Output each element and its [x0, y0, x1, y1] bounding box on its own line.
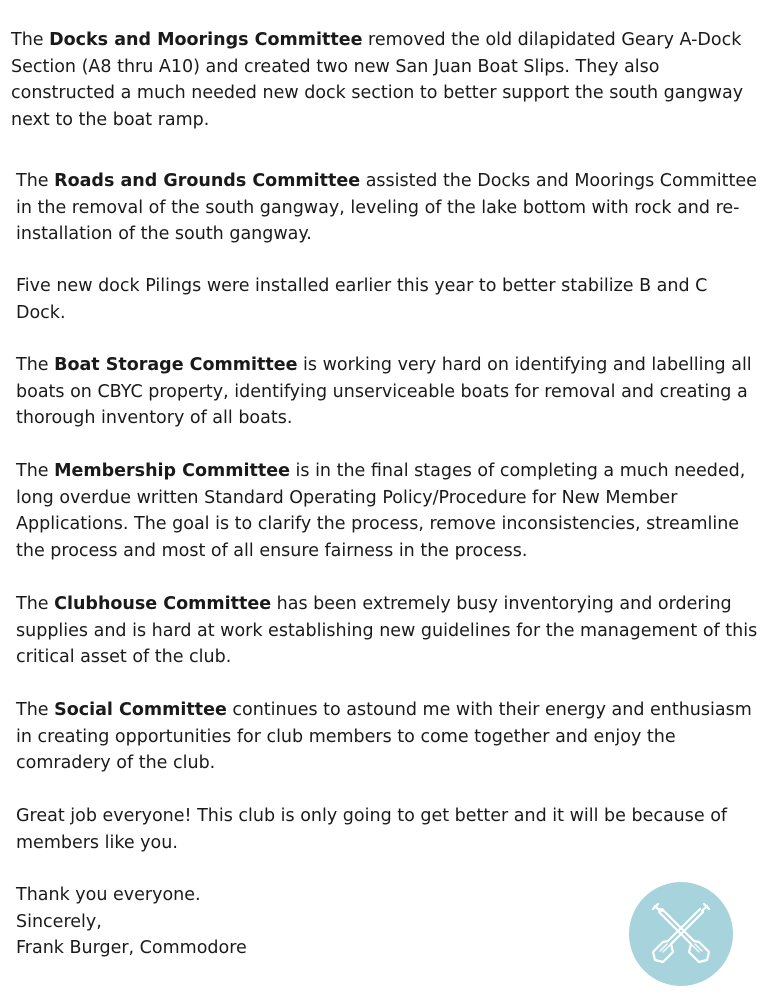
clubhouse-prefix: The [16, 594, 55, 614]
signature-block [16, 882, 616, 962]
thanks-line: Thank you everyone. [16, 885, 201, 905]
club-logo [629, 882, 733, 986]
roads-committee-name: Roads and Grounds Committee [54, 171, 361, 191]
pilings-paragraph: Five new dock Pilings were installed earlier this year to better stabilize B and C Dock. [16, 276, 708, 323]
membership-body: is in the final stages of completing a much needed, long overdue written Standard Operating Policy/Procedure for New Member Applications. The goal is to clarify the process, remove inconsistencies, streamline the process and most of all ensure fairness in the process. [16, 461, 746, 561]
signer-name: Frank Burger, Commodore [16, 938, 247, 958]
roads-body: assisted the Docks and Moorings Committee in the removal of the south gangway, leveling of the lake bottom with rock and re-installation of the south gangway. [16, 171, 757, 244]
oar-right-icon [653, 904, 709, 962]
docks-prefix: The [11, 30, 50, 50]
membership-prefix: The [16, 461, 55, 481]
docks-body: removed the old dilapidated Geary A-Dock Section (A8 thru A10) and created two new San Juan Boat Slips. They also constructed a much needed new dock section to better support the south gangway next to the boat ramp. [11, 30, 744, 130]
docks-committee-paragraph [11, 27, 756, 133]
docks-committee-name: Docks and Moorings Committee [49, 30, 363, 50]
roads-prefix: The [16, 171, 55, 191]
clubhouse-body: has been extremely busy inventorying and ordering supplies and is hard at work establishing new guidelines for the management of this critical asset of the club. [16, 594, 758, 667]
storage-body: is working very hard on identifying and labelling all boats on CBYC property, identifying unserviceable boats for removal and creating a thorough inventory of all boats. [16, 355, 752, 428]
social-prefix: The [16, 700, 55, 720]
storage-committee-paragraph [16, 352, 761, 432]
social-committee-paragraph [16, 697, 761, 777]
clubhouse-committee-name: Clubhouse Committee [54, 594, 272, 614]
social-body: continues to astound me with their energy and enthusiasm in creating opportunities for club members to come together and enjoy the comradery of the club. [16, 700, 752, 773]
membership-committee-paragraph [16, 458, 761, 564]
roads-committee-paragraph [16, 168, 761, 248]
closing-paragraph: Great job everyone! This club is only going to get better and it will be because of members like you. [16, 806, 728, 853]
storage-prefix: The [16, 355, 55, 375]
crossed-oars-icon [629, 882, 733, 986]
clubhouse-committee-paragraph [16, 591, 761, 671]
social-committee-name: Social Committee [54, 700, 227, 720]
sincerely-line: Sincerely, [16, 911, 102, 932]
storage-committee-name: Boat Storage Committee [54, 355, 298, 375]
membership-committee-name: Membership Committee [54, 461, 290, 481]
